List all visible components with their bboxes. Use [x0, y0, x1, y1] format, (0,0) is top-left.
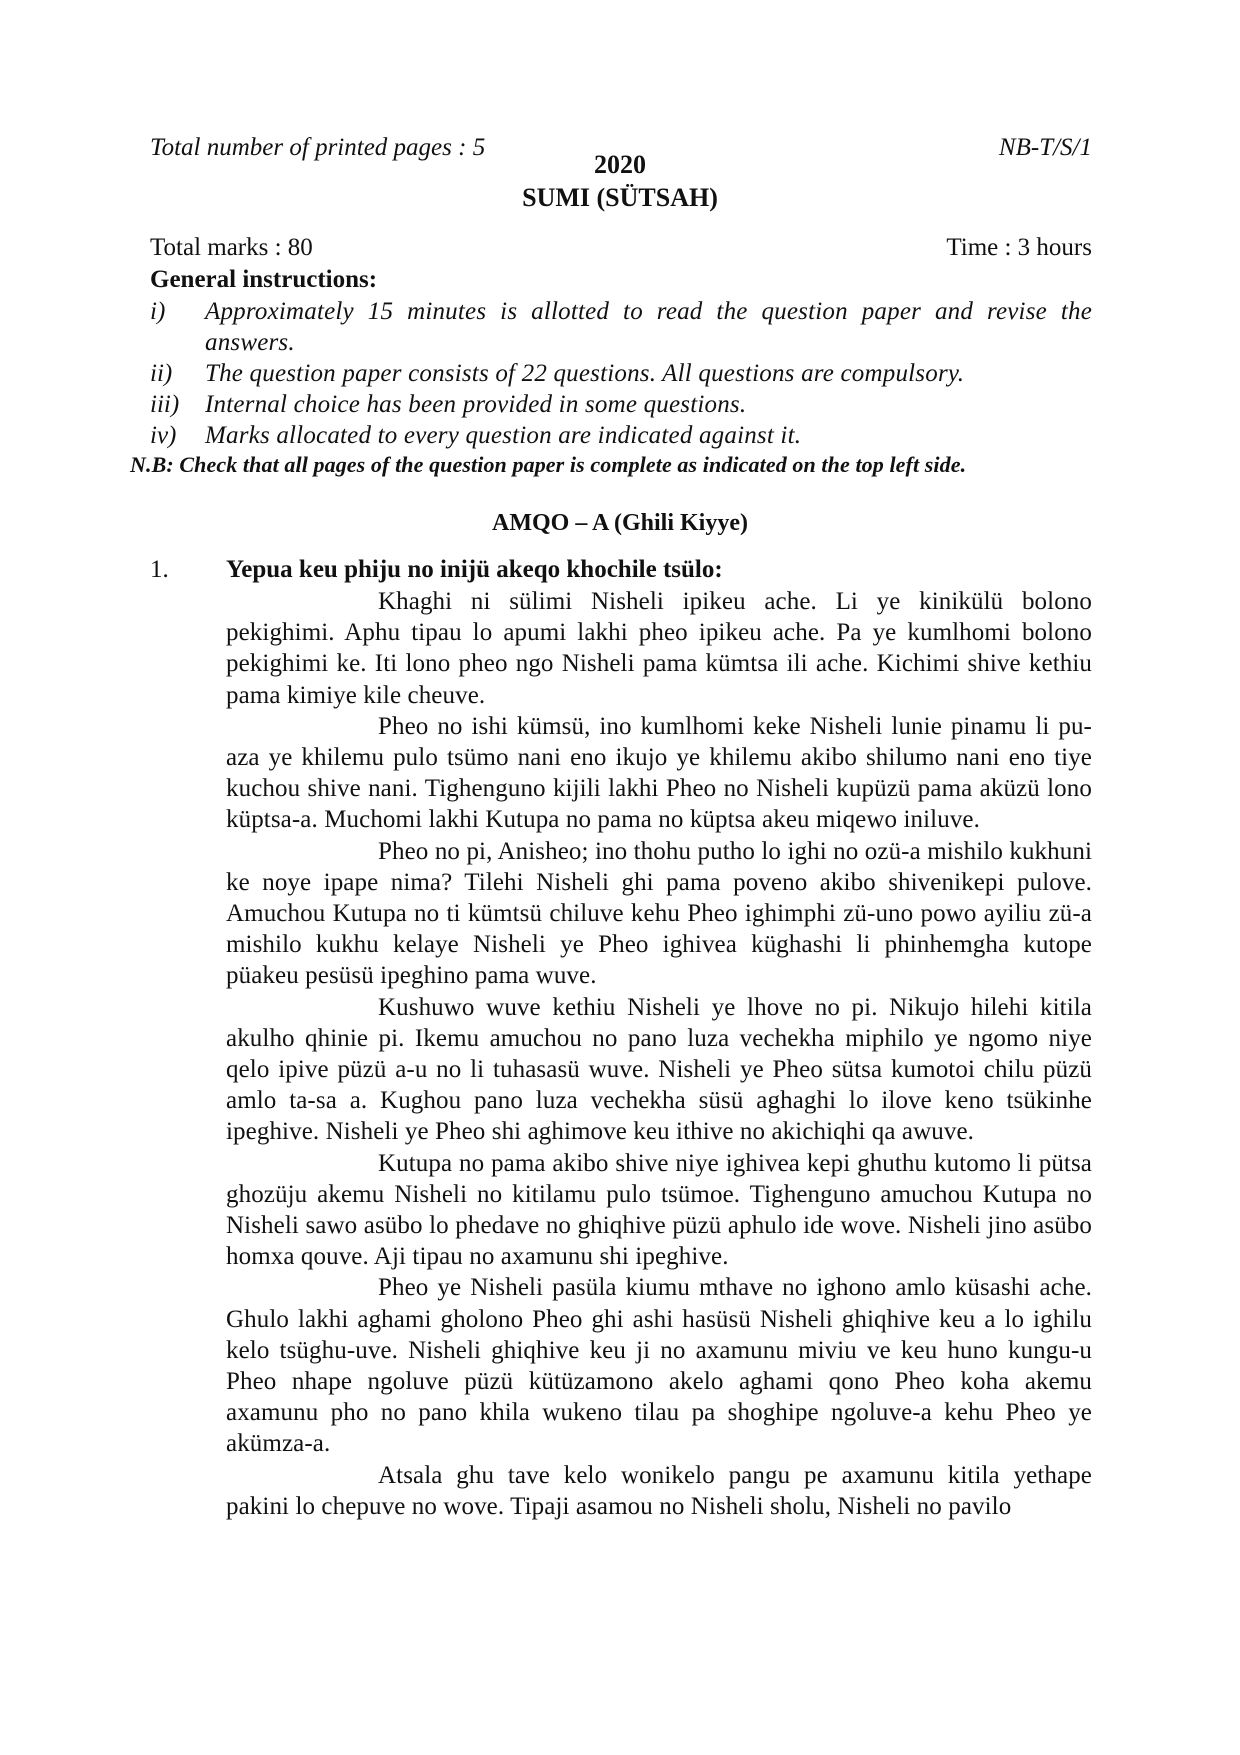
total-marks: Total marks : 80	[150, 234, 313, 261]
instruction-text: Internal choice has been provided in some questions.	[205, 391, 747, 418]
time-allowed: Time : 3 hours	[946, 234, 1092, 261]
instruction-item	[150, 296, 1092, 358]
marks-time-row	[150, 234, 1092, 262]
instruction-item	[150, 389, 1092, 420]
exam-year: 2020	[594, 150, 646, 179]
passage-paragraph: Kutupa no pama akibo shive niye ighivea kepi ghuthu kutomo li pütsa ghozüju akemu Nisheli no kitilamu pulo tsümoe. Tighenguno amuchou Kutupa no Nisheli sawo asübo lo phedave no ghiqhive püzü aphulo ide wove. Nisheli jino asübo homxa qouve. Aji tipau no axamunu shi ipeghive.	[226, 1149, 1092, 1271]
general-instructions-title: General instructions:	[150, 266, 378, 293]
passage-paragraph: Khaghi ni sülimi Nisheli ipikeu ache. Li ye kinikülü bolono pekighimi. Aphu tipau lo apumi lakhi pheo ipikeu ache. Pa ye kumlhomi bolono pekighimi ke. Iti lono pheo ngo Nisheli pama kümtsa ili ache. Kichimi shive kethiu pama kimiye kile cheuve.	[226, 588, 1092, 709]
instruction-number: iv)	[150, 422, 177, 449]
nb-note: N.B: Check that all pages of the question paper is complete as indicated on the top left side.	[130, 452, 967, 477]
instruction-text: Approximately 15 minutes is allotted to read the question paper and revise the answers.	[205, 298, 1092, 356]
instruction-number: ii)	[150, 360, 173, 387]
instruction-item	[150, 420, 1092, 451]
section-title: AMQO – A (Ghili Kiyye)	[492, 510, 748, 536]
printed-pages-note: Total number of printed pages : 5	[150, 134, 486, 161]
instruction-text: Marks allocated to every question are indicated against it.	[205, 422, 802, 449]
passage	[226, 586, 1092, 1522]
instruction-number: iii)	[150, 391, 180, 418]
question-number: 1.	[150, 556, 169, 583]
passage-paragraph: Pheo no ishi kümsü, ino kumlhomi keke Nisheli lunie pinamu li pu-aza ye khilemu pulo tsümo nani eno ikujo ye khilemu akibo shilumo nani eno tiye kuchou shive nani. Tighenguno kijili lakhi Pheo no Nisheli kupüzü pama aküzü lono küptsa-a. Muchomi lakhi Kutupa no pama no küptsa akeu miqewo iniluve.	[226, 712, 1092, 834]
passage-paragraph: Pheo no pi, Anisheo; ino thohu putho lo ighi no ozü-a mishilo kukhuni ke noye ipape nima? Tilehi Nisheli ghi pama poveno akibo shivenikepi pulove. Amuchou Kutupa no ti kümtsü chiluve kehu Pheo ighimphi zü-uno powo ayiliu zü-a mishilo kukhu kelaye Nisheli ye Pheo ighivea küghashi li phinhemgha kutope püakeu pesüsü ipeghino pama wuve.	[226, 837, 1092, 990]
instructions-list	[150, 296, 1092, 451]
instruction-number: i)	[150, 298, 166, 325]
subject-title: SUMI (SÜTSAH)	[522, 183, 718, 212]
instruction-text: The question paper consists of 22 questions. All questions are compulsory.	[205, 360, 965, 387]
paper-code: NB-T/S/1	[998, 134, 1092, 161]
instruction-item	[150, 358, 1092, 389]
passage-paragraph: Pheo ye Nisheli pasüla kiumu mthave no ighono amlo küsashi ache. Ghulo lakhi aghami gholono Pheo ghi ashi hasüsü Nisheli ghiqhive keu a lo ighilu kelo tsüghu-uve. Nisheli ghiqhive keu ji no axamunu miviu ve keu huno kungu-u Pheo nhape ngoluve püzü kütüzamono akelo aghami qono Pheo koha akemu axamunu pho no pano khila wukeno tilau pa shoghipe ngoluve-a kehu Pheo ye akümza-a.	[226, 1274, 1092, 1458]
passage-paragraph: Atsala ghu tave kelo wonikelo pangu pe axamunu kitila yethape pakini lo chepuve no wove. Tipaji asamou no Nisheli sholu, Nisheli no pavilo	[226, 1461, 1092, 1520]
passage-paragraph: Kushuwo wuve kethiu Nisheli ye lhove no pi. Nikujo hilehi kitila akulho qhinie pi. Ikemu amuchou no pano luza vechekha miphilo ye ngomo niye qelo ipive püzü a-u no li tuhasasü wuve. Nisheli ye Pheo sütsa kumotoi chilu püzü amlo ta-sa a. Kughou pano luza vechekha süsü aghaghi lo ilove keno tsükinhe ipeghive. Nisheli ye Pheo shi aghimove keu ithive no akichiqhi qa awuve.	[226, 993, 1092, 1146]
question-title: Yepua keu phiju no inijü akeqo khochile tsülo:	[226, 556, 723, 583]
